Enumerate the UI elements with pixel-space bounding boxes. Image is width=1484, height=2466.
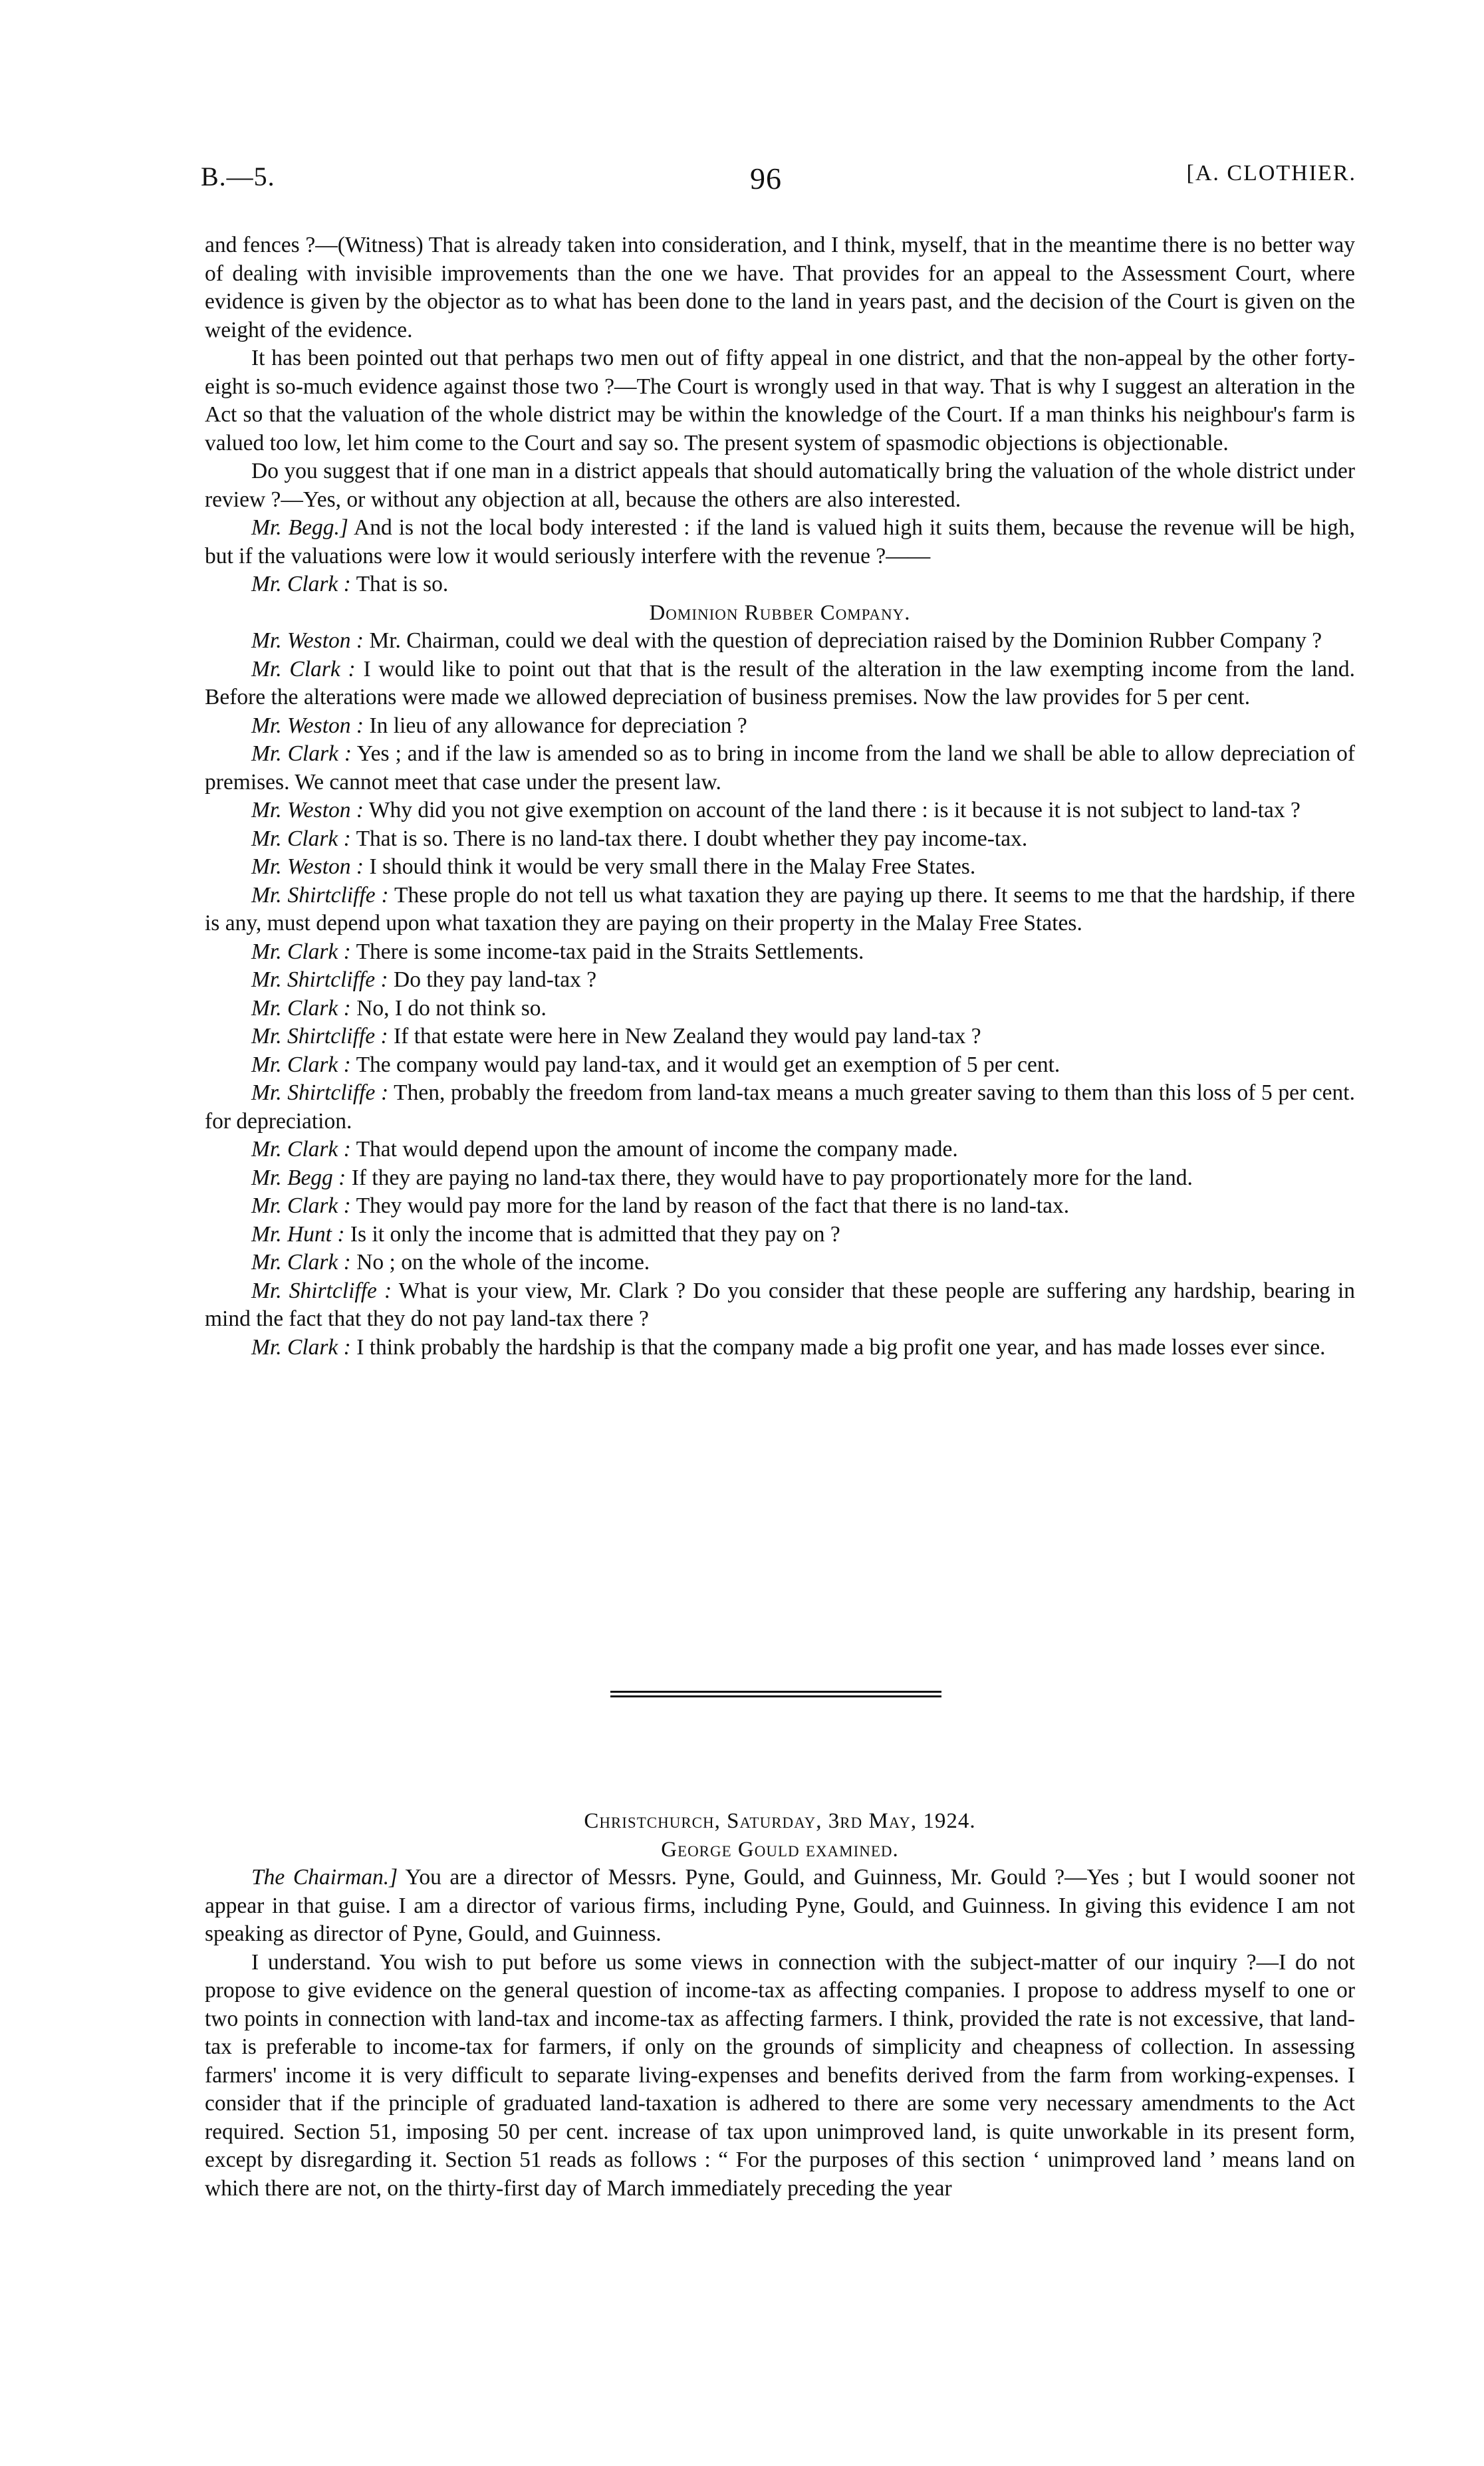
dialogue-line xyxy=(205,1079,1355,1136)
dialogue-line xyxy=(205,712,1355,741)
dialogue-line xyxy=(205,627,1355,656)
dialogue-line xyxy=(205,1023,1355,1051)
dialogue-line xyxy=(205,740,1355,797)
dialogue-line xyxy=(205,938,1355,967)
speech-text: Then, probably the freedom from land-tax means a much greater saving to them than this loss of 5 per cent. for depreciation. xyxy=(205,1080,1355,1134)
evidence-section-1 xyxy=(205,231,1355,1362)
speech-text: Is it only the income that is admitted that they pay on ? xyxy=(344,1221,840,1247)
speaker-name: Mr. Weston : xyxy=(251,798,364,822)
speaker-name: Mr. Clark : xyxy=(251,741,352,766)
session-heading: Christchurch, Saturday, 3rd May, 1924. xyxy=(584,1809,976,1833)
speech-text: Do they pay land-tax ? xyxy=(388,967,597,992)
evidence-section-2 xyxy=(205,1807,1355,2203)
dialogue-line xyxy=(205,797,1355,825)
dialogue-line xyxy=(205,966,1355,995)
speech-text: In lieu of any allowance for depreciation ? xyxy=(364,713,747,738)
speech-text: The company would pay land-tax, and it would get an exemption of 5 per cent. xyxy=(350,1052,1060,1077)
paragraph: It has been pointed out that perhaps two men out of fifty appeal in one district, and that the non-appeal by the other forty-eight is so-much evidence against those two ?—The Court is wrongly used in that way. That is why I suggest an alteration in the Act so that the valuation of the whole district may be within the knowledge of the Court. If a man thinks his neighbour's farm is valued too low, let him come to the Court and say so. The present system of spasmodic objections is objectionable. xyxy=(205,346,1355,455)
speaker-name: Mr. Hunt : xyxy=(251,1221,345,1247)
speech-text: Mr. Chairman, could we deal with the question of depreciation raised by the Dominion Rubber Company ? xyxy=(364,628,1322,653)
speaker-name: Mr. Clark : xyxy=(251,1193,351,1218)
speaker-name: Mr. Shirtcliffe : xyxy=(251,967,388,992)
speech-text: There is some income-tax paid in the Straits Settlements. xyxy=(350,939,864,964)
speaker-name: Mr. Weston : xyxy=(251,713,364,738)
speech-text: That is so. There is no land-tax there. I doubt whether they pay income-tax. xyxy=(350,826,1028,851)
paragraph: Do you suggest that if one man in a district appeals that should automatically bring the valuation of the whole district under review ?—Yes, or without any objection at all, because the others are also interested. xyxy=(205,459,1355,512)
dialogue-line xyxy=(205,1051,1355,1080)
speaker-name: Mr. Shirtcliffe : xyxy=(251,1080,389,1105)
dialogue-line xyxy=(205,1249,1355,1277)
speaker-name: Mr. Shirtcliffe : xyxy=(251,1278,392,1303)
speaker-name: Mr. Begg.] xyxy=(251,515,348,540)
speaker-name: The Chairman.] xyxy=(251,1865,398,1890)
dialogue-line xyxy=(205,853,1355,882)
speech-text: No ; on the whole of the income. xyxy=(350,1250,650,1275)
section-title: Dominion Rubber Company. xyxy=(649,600,911,625)
dialogue-line xyxy=(205,995,1355,1023)
dialogue-line xyxy=(205,1136,1355,1164)
dialogue-line xyxy=(205,570,1355,599)
speaker-name: Mr. Clark : xyxy=(251,1137,351,1162)
section-divider xyxy=(610,1691,941,1700)
dialogue-line xyxy=(205,1334,1355,1362)
speech-text: These prople do not tell us what taxation they are paying up there. It seems to me that the hardship, if there is any, must depend upon what taxation they are paying on their property in the Malay Free States. xyxy=(205,882,1355,935)
dialogue-line xyxy=(205,1277,1355,1334)
dialogue-line xyxy=(205,656,1355,712)
speech-text: What is your view, Mr. Clark ? Do you consider that these people are suffering any hardship, bearing in mind the fact that they do not pay land-tax there ? xyxy=(205,1278,1355,1331)
speaker-name: Mr. Clark : xyxy=(251,1052,351,1077)
dialogue-line xyxy=(205,1864,1355,1949)
speaker-name: Mr. Clark : xyxy=(251,995,351,1021)
speech-text: You are a director of Messrs. Pyne, Gould, and Guinness, Mr. Gould ?—Yes ; but I would sooner not appear in that guise. I am a director of various firms, including Pyne, Gould, and Guinness. In giving this evidence I am not speaking as director of Pyne, Gould, and Guinness. xyxy=(205,1865,1355,1946)
dialogue-line xyxy=(205,1192,1355,1221)
dialogue-line xyxy=(205,514,1355,570)
speech-text: They would pay more for the land by reason of the fact that there is no land-tax. xyxy=(350,1193,1070,1218)
dialogue-line xyxy=(205,1164,1355,1193)
speaker-name: Mr. Clark : xyxy=(251,826,351,851)
speaker-name: Mr. Begg : xyxy=(251,1165,346,1190)
speaker-name: Mr. Shirtcliffe : xyxy=(251,1024,388,1048)
witness-heading: George Gould examined. xyxy=(661,1837,899,1862)
speech-text: If that estate were here in New Zealand they would pay land-tax ? xyxy=(388,1024,981,1048)
speech-text: If they are paying no land-tax there, they would have to pay proportionately more for the land. xyxy=(346,1165,1193,1190)
speaker-name: Mr. Clark : xyxy=(251,1334,351,1360)
speaker-name: Mr. Clark : xyxy=(251,1250,351,1275)
speech-text: That would depend upon the amount of income the company made. xyxy=(350,1137,958,1162)
page-number: 96 xyxy=(750,162,782,195)
dialogue-line xyxy=(205,825,1355,854)
dialogue-list xyxy=(205,627,1355,1362)
dialogue-line xyxy=(205,882,1355,938)
speech-text: I would like to point out that that is the result of the alteration in the law exempting income from the land. Before the alterations were made we allowed depreciation of business premises. Now the law provides for 5 per cent. xyxy=(205,656,1355,709)
speech-text: No, I do not think so. xyxy=(350,995,547,1021)
report-code: B.—5. xyxy=(201,162,275,191)
speech-text: Why did you not give exemption on account of the land there : is it because it is not subject to land-tax ? xyxy=(364,798,1300,822)
speaker-name: Mr. Shirtcliffe : xyxy=(251,882,389,908)
witness-header: [A. CLOTHIER. xyxy=(1186,161,1356,185)
dialogue-line xyxy=(205,1221,1355,1249)
speaker-name: Mr. Weston : xyxy=(251,854,364,879)
speech-text: I should think it would be very small there in the Malay Free States. xyxy=(364,854,976,879)
speaker-name: Mr. Clark : xyxy=(251,656,356,681)
speech-text: Yes ; and if the law is amended so as to bring in income from the land we shall be able to allow depreciation of premises. We cannot meet that case under the present law. xyxy=(205,741,1355,795)
speaker-name: Mr. Weston : xyxy=(251,628,364,653)
speech-text: That is so. xyxy=(350,572,449,596)
speaker-name: Mr. Clark : xyxy=(251,939,351,964)
paragraph: I understand. You wish to put before us some views in connection with the subject-matter of our inquiry ?—I do not propose to give evidence on the general question of income-tax as affecting companies. I propose to address myself to one or two points in connection with land-tax and income-tax as affecting farmers. I think, provided the rate is not excessive, that land-tax is preferable to income-tax for farmers, if only on the grounds of simplicity and cheapness of collection. In assessing farmers' income it is very difficult to separate living-expenses and benefits derived from the farm from working-expenses. I consider that if the principle of graduated land-taxation is adhered to there are some very necessary amendments to the Act required. Section 51, imposing 50 per cent. increase of tax upon unimproved land, is quite unworkable in its present form, except by disregarding it. Section 51 reads as follows : “ For the purposes of this section ‘ unimproved land ’ means land on which there are not, on the thirty-first day of March immediately preceding the year xyxy=(205,1949,1355,2201)
speech-text: And is not the local body interested : if the land is valued high it suits them, because the revenue will be high, but if the valuations were low it would seriously interfere with the revenue ?—— xyxy=(205,515,1355,568)
paragraph: and fences ?—(Witness) That is already taken into consideration, and I think, myself, that in the meantime there is no better way of dealing with invisible improvements than the one we have. That provides for an appeal to the Assessment Court, where evidence is given by the objector as to what has been done to the land in years past, and the decision of the Court is given on the weight of the evidence. xyxy=(205,233,1355,342)
speaker-name: Mr. Clark : xyxy=(251,572,351,596)
speech-text: I think probably the hardship is that the company made a big profit one year, and has made losses ever since. xyxy=(350,1334,1326,1360)
